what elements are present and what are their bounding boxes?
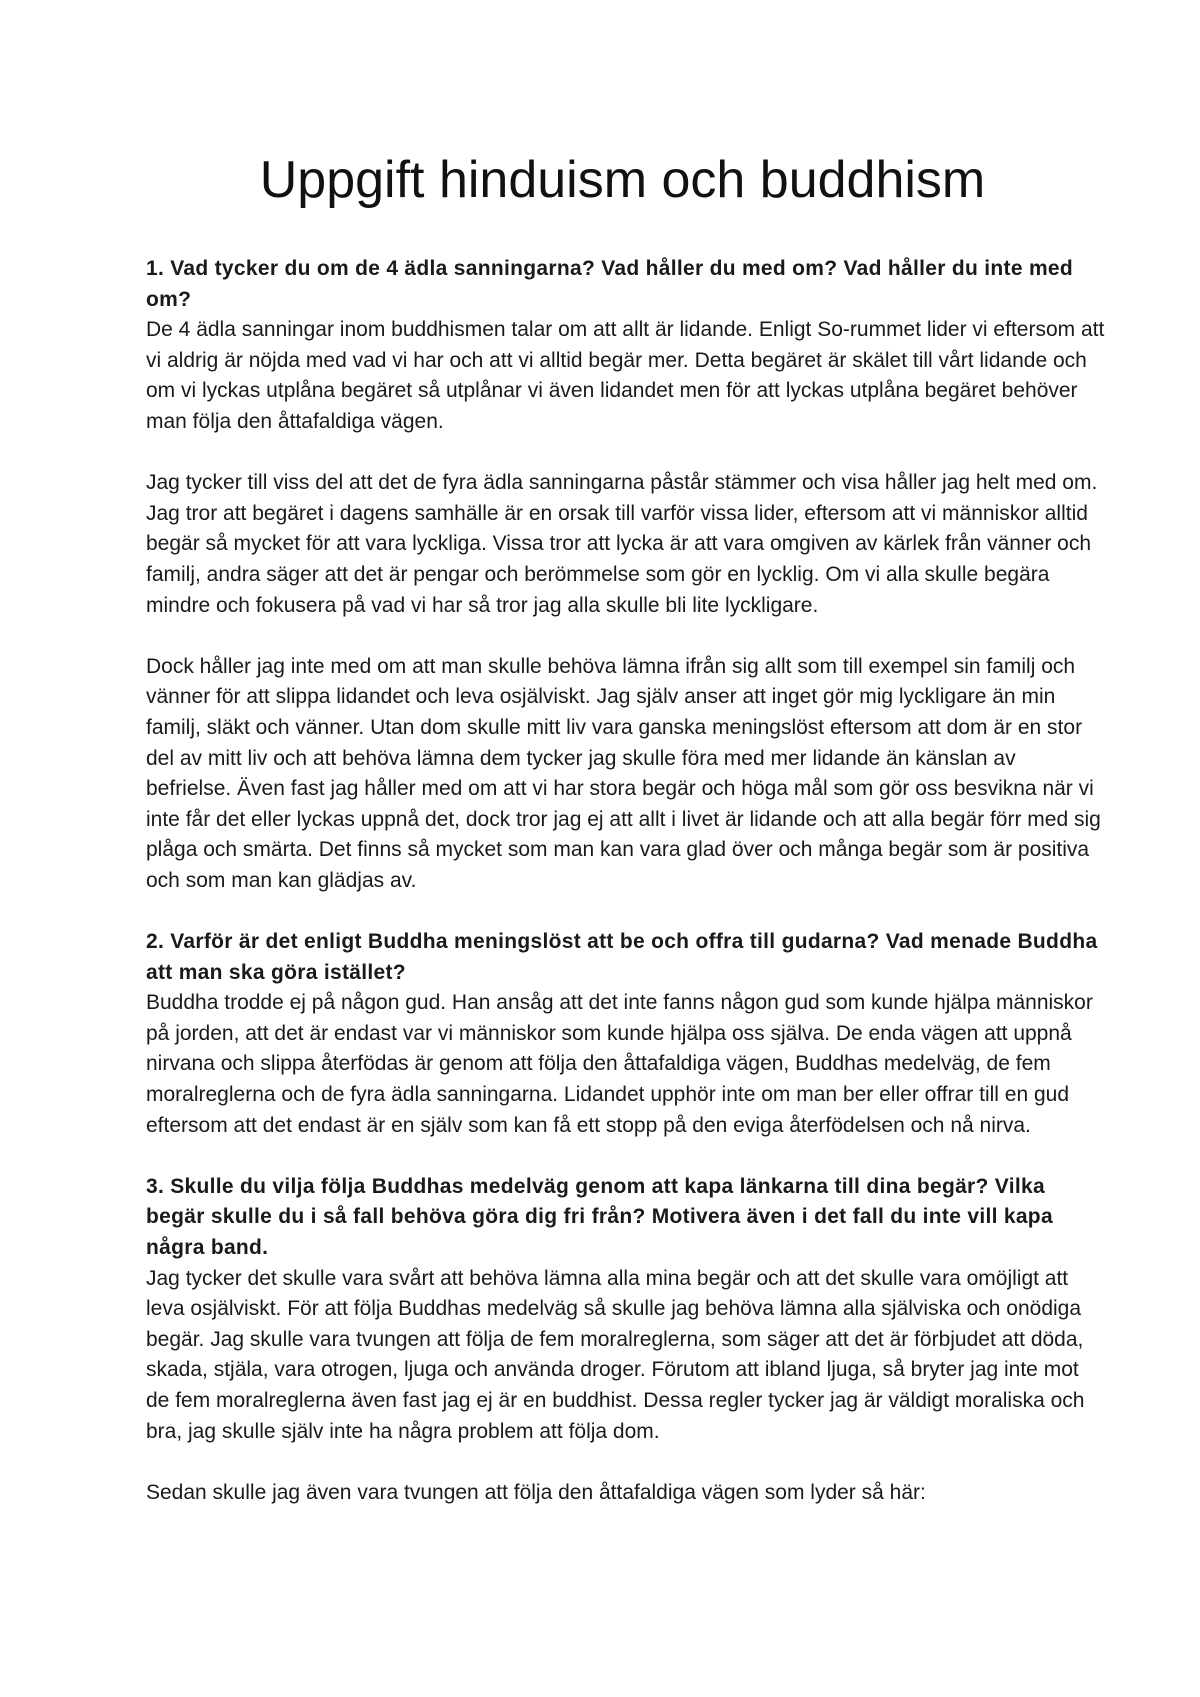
question-2: 2. Varför är det enligt Buddha meningslöst att be och offra till gudarna? Vad menade Buddha att man ska göra istället? xyxy=(146,930,1098,984)
answer-3-paragraph-1: Jag tycker det skulle vara svårt att behöva lämna alla mina begär och att det skulle vara omöjligt att leva osjälviskt. För att följa Buddhas medelväg så skulle jag behöva lämna alla själviska och onödiga begär. Jag skulle vara tvungen att följa de fem moralreglerna, som säger att det är förbjudet att döda, skada, stjäla, vara otrogen, ljuga och använda droger. Förutom att ibland ljuga, så bryter jag inte mot de fem moralreglerna även fast jag ej är en buddhist. Dessa regler tycker jag är väldigt moraliska och bra, jag skulle själv inte ha några problem att följa dom. xyxy=(146,1266,1085,1443)
answer-2-paragraph-1: Buddha trodde ej på någon gud. Han ansåg att det inte fanns någon gud som kunde hjälpa människor på jorden, att det är endast var vi människor som kunde hjälpa oss själva. De enda vägen att uppnå nirvana och slippa återfödas är genom att följa den åttafaldiga vägen, Buddhas medelväg, de fem moralreglerna och de fyra ädla sanningarna. Lidandet upphör inte om man ber eller offrar till en gud eftersom att det endast är en själv som kan få ett stopp på den eviga återfödelsen och nå nirva. xyxy=(146,991,1093,1137)
paragraph-spacer xyxy=(146,438,1106,469)
paragraph-spacer xyxy=(146,1447,1106,1478)
document-title: Uppgift hinduism och buddhism xyxy=(259,151,986,209)
answer-1-paragraph-3: Dock håller jag inte med om att man skulle behöva lämna ifrån sig allt som till exempel sin familj och vänner för att slippa lidandet och leva osjälviskt. Jag själv anser att inget gör mig lyckligare än min familj, släkt och vänner. Utan dom skulle mitt liv vara ganska meningslöst eftersom att dom är en stor del av mitt liv och att behöva lämna dem tycker jag skulle föra med mer lidande än känslan av befrielse. Även fast jag håller med om att vi har stora begär och höga mål som gör oss besvikna när vi inte får det eller lyckas uppnå det, dock tror jag ej att allt i livet är lidande och att alla begär förr med sig plåga och smärta. Det finns så mycket som man kan vara glad över och många begär som är positiva och som man kan glädjas av. xyxy=(146,654,1101,892)
answer-1-paragraph-2: Jag tycker till viss del att det de fyra ädla sanningarna påstår stämmer och visa håller jag helt med om. Jag tror att begäret i dagens samhälle är en orsak till varför vissa lider, eftersom att vi människor alltid begär så mycket för att vara lyckliga. Vissa tror att lycka är att vara omgiven av kärlek från vänner och familj, andra säger att det är pengar och berömmelse som gör en lycklig. Om vi alla skulle begära mindre och fokusera på vad vi har så tror jag alla skulle bli lite lyckligare. xyxy=(146,471,1098,617)
section-spacer xyxy=(146,1141,1106,1172)
question-1: 1. Vad tycker du om de 4 ädla sanningarna? Vad håller du med om? Vad håller du inte med om? xyxy=(146,257,1074,311)
question-3: 3. Skulle du vilja följa Buddhas medelväg genom att kapa länkarna till dina begär? Vilka begär skulle du i så fall behöva göra dig fri från? Motivera även i det fall du inte vill kapa några band. xyxy=(146,1174,1053,1259)
section-spacer xyxy=(146,896,1106,927)
document-body xyxy=(146,254,1106,1508)
answer-3-paragraph-2: Sedan skulle jag även vara tvungen att följa den åttafaldiga vägen som lyder så här: xyxy=(146,1480,926,1504)
paragraph-spacer xyxy=(146,621,1106,652)
answer-1-paragraph-1: De 4 ädla sanningar inom buddhismen talar om att allt är lidande. Enligt So-rummet lider vi eftersom att vi aldrig är nöjda med vad vi har och att vi alltid begär mer. Detta begäret är skälet till vårt lidande och om vi lyckas utplåna begäret så utplånar vi även lidandet men för att lyckas utplåna begäret behöver man följa den åttafaldiga vägen. xyxy=(146,318,1105,433)
